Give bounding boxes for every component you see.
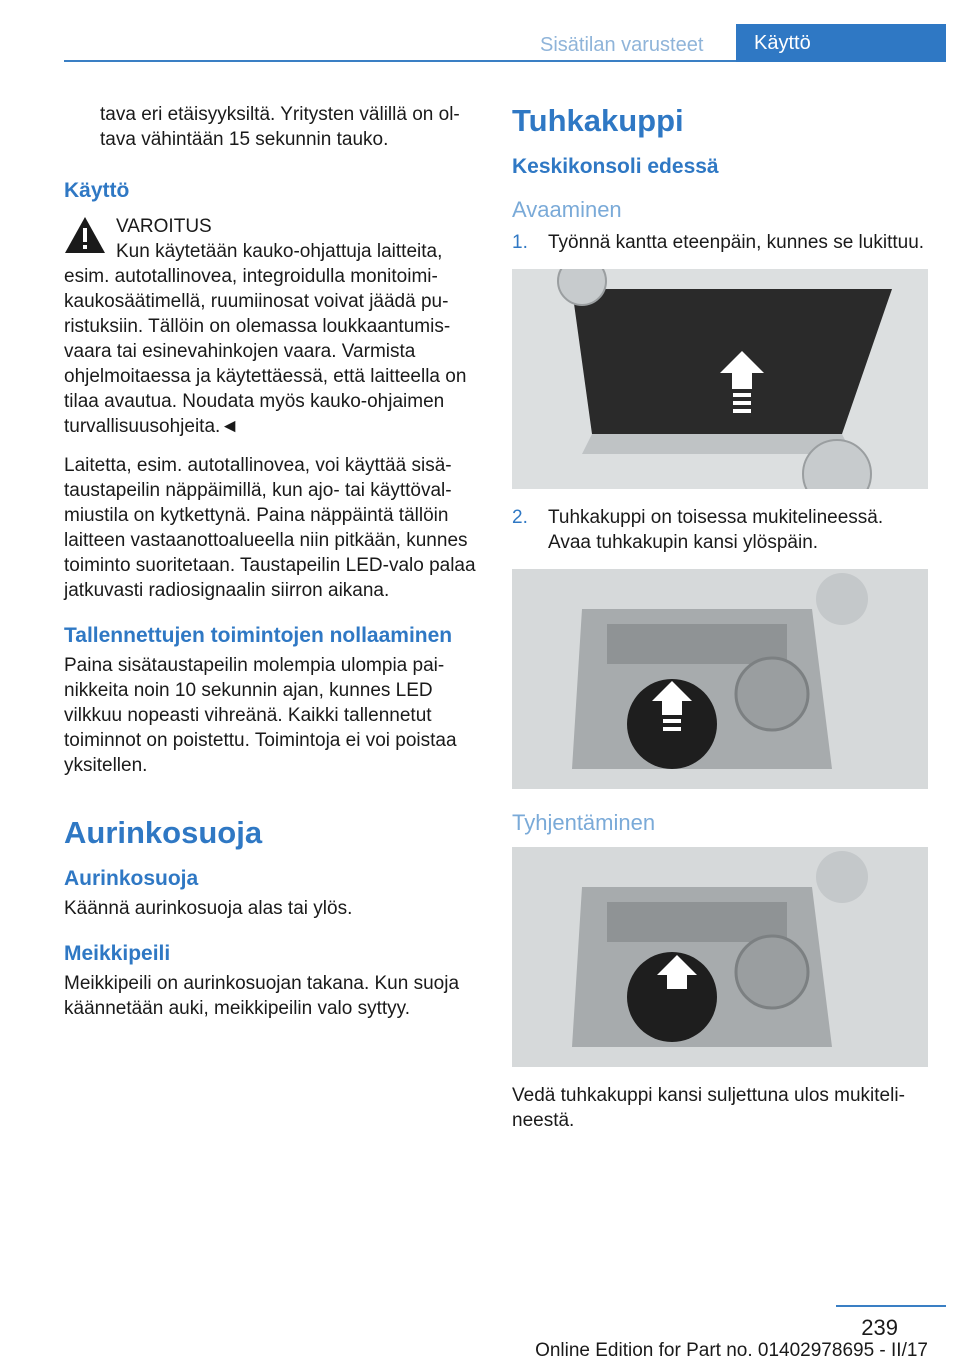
warning-title: VAROITUS — [116, 216, 212, 237]
heading-keskikonsoli: Keskikonsoli edessä — [512, 155, 719, 178]
ashtray-remove-illustration — [512, 847, 928, 1067]
intro-text: tava eri etäisyyksiltä. Yritysten välillä on oltava vähintään 15 sekunnin tauko. — [100, 104, 460, 150]
list-item-step-1 — [512, 230, 928, 255]
heading-tuhkakuppi: Tuhkakuppi — [512, 103, 684, 138]
heading-tyhjentaminen: Tyhjentäminen — [512, 810, 656, 835]
mirror-text: Meikkipeili on aurinkosuojan takana. Kun suoja käännetään auki, meikkipeilin valo syttyy. — [64, 973, 460, 1019]
warning-text: Kun käytetään kauko-ohjattuja laitteita, esim. autotallinovea, integroidulla monitoimikaukosäätimellä, ruumiinosat voivat jäädä puristuksiin. Tällöin on olemassa loukkaantumisvaara tai esinevahinkojen vaara. Varmista ohjelmoitaessa ja käytettäessä, että laitteella on tilaa avautua. Noudata myös kauko-ohjaimen turvallisuusohjeita.◄ — [64, 241, 467, 437]
right-column — [512, 102, 928, 1147]
heading-aurinkosuoja-main: Aurinkosuoja — [64, 815, 263, 850]
header-section-title: Sisätilan varusteet — [540, 34, 704, 56]
figure-console-cover — [512, 269, 928, 489]
warning-triangle-icon — [64, 216, 106, 254]
step-number: 1. — [512, 232, 528, 253]
emptying-text: Vedä tuhkakuppi kansi suljettuna ulos mukitelineestä. — [512, 1085, 905, 1131]
step-text: Työnnä kantta eteenpäin, kunnes se lukittuu. — [548, 232, 925, 253]
figure-ashtray-remove — [512, 847, 928, 1067]
list-item-step-2 — [512, 505, 928, 555]
heading-meikkipeili: Meikkipeili — [64, 942, 171, 965]
footer-edition: Online Edition for Part no. 01402978695 - II/17 — [535, 1340, 928, 1361]
left-column — [64, 102, 476, 1035]
figure-ashtray-open — [512, 569, 928, 789]
console-cover-illustration — [512, 269, 928, 489]
usage-text: Laitetta, esim. autotallinovea, voi käyttää sisätaustapeilin näppäimillä, kun ajo- tai käyttövalmiustila on kytkettynä. Paina näppäintä tällöin laitteen vastaanottoalueella niin pitkään, kunnes toiminto suoritetaan. Taustapeilin LED-valo palaa jatkuvasti radiosignaalin siirron aikana. — [64, 455, 476, 601]
heading-reset: Tallennettujen toimintojen nollaaminen — [64, 624, 453, 647]
heading-avaaminen: Avaaminen — [512, 197, 622, 222]
step-number: 2. — [512, 507, 528, 528]
page-number: 239 — [861, 1315, 898, 1340]
step-text: Tuhkakuppi on toisessa mukitelineessä. Avaa tuhkakupin kansi ylöspäin. — [548, 507, 884, 553]
heading-kaytto: Käyttö — [64, 179, 130, 202]
warning-block — [64, 214, 476, 239]
sunvisor-text: Käännä aurinkosuoja alas tai ylös. — [64, 898, 353, 919]
reset-text: Paina sisätaustapeilin molempia ulompia painikkeita noin 10 sekunnin ajan, kunnes LED vilkkuu nopeasti vihreänä. Kaikki tallennetut toiminnot on poistettu. Toimintoja ei voi poistaa yksitellen. — [64, 655, 457, 776]
ashtray-open-illustration — [512, 569, 928, 789]
heading-aurinkosuoja: Aurinkosuoja — [64, 867, 199, 890]
header-tab-kaytto[interactable]: Käyttö — [736, 24, 946, 62]
footer-rule — [836, 1305, 946, 1307]
